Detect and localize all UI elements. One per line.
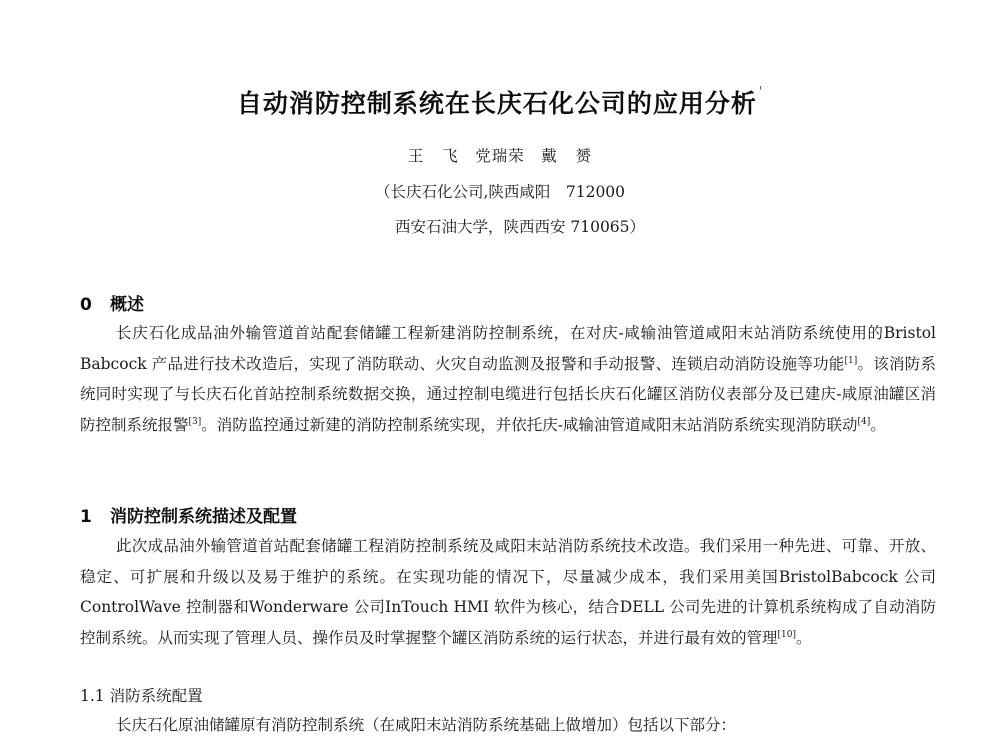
section-number: 1 <box>80 507 92 527</box>
author-list: 王 飞 党瑞荣 戴 赟 <box>407 147 593 165</box>
citation-ref: [10] <box>777 629 796 640</box>
subsection-number: 1.1 <box>80 687 105 705</box>
section-title: 消防控制系统描述及配置 <box>110 507 297 527</box>
paragraph-text: 。 <box>870 415 886 434</box>
paper-title <box>0 84 1000 120</box>
subsection-intro: 长庆石化原油储罐原有消防控制系统（在咸阳末站消防系统基础上做增加）包括以下部分： <box>116 716 737 734</box>
system-config-paragraph <box>80 531 936 653</box>
paragraph-text: 。 <box>796 628 812 647</box>
citation-ref: [4] <box>857 416 871 427</box>
section-number: 0 <box>80 295 92 315</box>
affiliation-2: 西安石油大学，陕西西安 710065） <box>394 218 646 236</box>
title-footnote-mark: ' <box>758 84 764 98</box>
section-heading-overview <box>80 290 144 315</box>
subsection-heading <box>80 684 203 706</box>
paper-title-text: 自动消防控制系统在长庆石化公司的应用分析 <box>236 89 757 118</box>
subsection-title: 消防系统配置 <box>109 687 203 705</box>
affiliation-1: （长庆石化公司,陕西咸阳 712000 <box>374 183 626 201</box>
paragraph-text: 。消防监控通过新建的消防控制系统实现，并依托庆-咸输油管道咸阳末站消防系统实现消防联动 <box>201 415 858 434</box>
section-heading-system-config <box>80 502 297 527</box>
citation-ref: [3] <box>188 416 202 427</box>
citation-ref: [1] <box>844 355 858 366</box>
section-title: 概述 <box>110 295 144 315</box>
overview-paragraph <box>80 318 936 440</box>
paragraph-text: 长庆石化成品油外输管道首站配套储罐工程新建消防控制系统，在对庆-咸输油管道咸阳末站消防系统使用的Bristol Babcock 产品进行技术改造后，实现了消防联动、火灾自动监测及报警和手动报警、连锁启动消防设施等功能 <box>80 324 936 373</box>
paragraph-text: 此次成品油外输管道首站配套储罐工程消防控制系统及咸阳末站消防系统技术改造。我们采用一种先进、可靠、开放、稳定、可扩展和升级以及易于维护的系统。在实现功能的情况下，尽量减少成本，我们采用美国BristolBabcock 公司ControlWave 控制器和Wonderware 公司InTouch HMI 软件为核心，结合DELL 公司先进的计算机系统构成了自动消防控制系统。从而实现了管理人员、操作员及时掌握整个罐区消防系统的运行状态，并进行最有效的管理 <box>80 537 936 647</box>
paragraph-text: 。该消防系统同时实现了与长庆石化首站控制系统数据交换，通过控制电缆进行包括长庆石化罐区消防仪表部分及已建庆-咸原油罐区消防控制系统报警 <box>80 354 936 434</box>
